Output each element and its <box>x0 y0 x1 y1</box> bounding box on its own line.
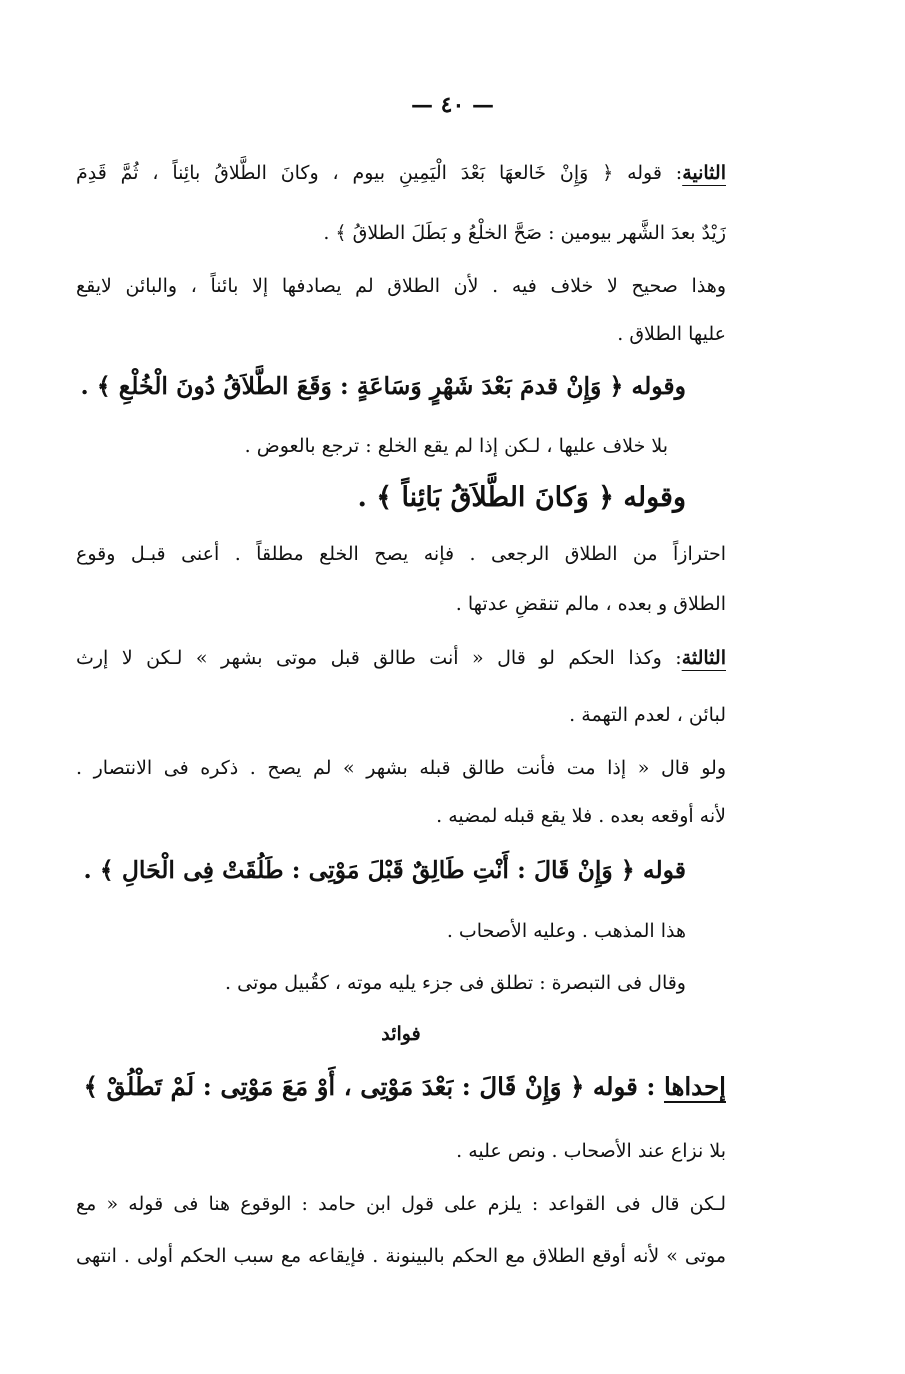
line-text: قوله ﴿ وَإِنْ قَالَ : أَنْتِ طَالِقٌ قَبْلَ مَوْتِى : طَلُقَتْ فِى الْحَالِ ﴾ . <box>83 856 686 884</box>
section-heading-first: إحداها <box>663 1072 726 1101</box>
line-text: لأنه أوقعه بعده . فلا يقع قبله لمضيه . <box>436 805 726 827</box>
line-text: احترازاً من الطلاق الرجعى . فإنه يصح الخلع مطلقاً . أعنى قبـل وقوع <box>76 543 726 565</box>
line-text: لـكن قال فى القواعد : يلزم على قول ابن حامد : الوقوع هنا فى قوله « مع <box>76 1193 726 1215</box>
text-line <box>76 275 726 297</box>
section-heading-third: الثالثة <box>681 647 726 669</box>
line-text: بلا خلاف عليها ، لـكن إذا لم يقع الخلع : ترجع بالعوض . <box>244 435 668 457</box>
text-line <box>447 920 686 942</box>
text-line <box>76 757 726 779</box>
line-text: بلا نزاع عند الأصحاب . ونص عليه . <box>456 1140 726 1162</box>
line-text: فوائد <box>381 1023 421 1045</box>
text-line <box>436 805 726 827</box>
text-line <box>76 543 726 565</box>
text-line <box>76 1245 726 1267</box>
quoted-text-line <box>80 372 686 400</box>
quoted-text-line <box>84 856 686 884</box>
line-text: موتى » لأنه أوقع الطلاق مع الحكم بالبينونة . فإيقاعه مع سبب الحكم أولى . انتهى <box>76 1245 726 1267</box>
page-number: — ٤٠ — <box>411 92 494 118</box>
line-text: زَيْدٌ بعدَ الشَّهر بيومين : صَحَّ الخلْعُ و بَطَلَ الطلاقُ ﴾ . <box>323 222 726 244</box>
line-text: وقوله ﴿ وَكانَ الطَّلاَقُ بَائِناً ﴾ . <box>357 482 686 513</box>
line-text: : قوله ﴿ وَإِنْ قَالَ : بَعْدَ مَوْتِى ، أَوْ مَعَ مَوْتِى : لَمْ تَطْلُقْ ﴾ <box>83 1072 664 1101</box>
text-line <box>76 1193 726 1215</box>
quoted-text-line <box>357 482 686 513</box>
line-text: ولو قال « إذا مت فأنت طالق قبله بشهر » لم يصح . ذكره فى الانتصار . <box>76 757 726 779</box>
text-line <box>225 972 686 994</box>
text-line <box>456 1140 726 1162</box>
line-text: هذا المذهب . وعليه الأصحاب . <box>446 920 686 942</box>
subheading-fawaid <box>76 1023 726 1045</box>
line-text: : قوله ﴿ وَإِنْ خَالعهَا بَعْدَ الْيَمِينِ بيوم ، وكانَ الطَّلاقُ بائِناً ، ثُمَّ قَدِمَ <box>76 162 683 184</box>
text-line <box>456 593 726 615</box>
section-heading-second: الثانية <box>682 162 726 184</box>
text-line <box>569 704 726 726</box>
line-text: وهذا صحيح لا خلاف فيه . لأن الطلاق لم يصادفها إلا بائناً ، والبائن لايقع <box>76 275 726 297</box>
quoted-text-line <box>84 1072 726 1101</box>
text-line <box>245 435 668 457</box>
line-text: وقوله ﴿ وَإِنْ قدمَ بَعْدَ شَهْرٍ وَسَاعَةٍ : وَقَعَ الطَّلاَقُ دُونَ الْخُلْعِ ﴾ . <box>80 372 686 400</box>
line-text: لبائن ، لعدم التهمة . <box>569 704 726 726</box>
line-text: : وكذا الحكم لو قال « أنت طالق قبل موتى بشهر » لـكن لا إرث <box>76 647 682 669</box>
text-line <box>617 323 726 345</box>
line-text: وقال فى التبصرة : تطلق فى جزء يليه موته ، كقُبيل موتى . <box>225 972 686 994</box>
line-text: الطلاق و بعده ، مالم تنقضِ عدتها . <box>455 593 726 615</box>
line-text: عليها الطلاق . <box>617 323 726 345</box>
text-line <box>76 162 726 184</box>
text-line <box>76 647 726 669</box>
text-line <box>323 222 726 244</box>
